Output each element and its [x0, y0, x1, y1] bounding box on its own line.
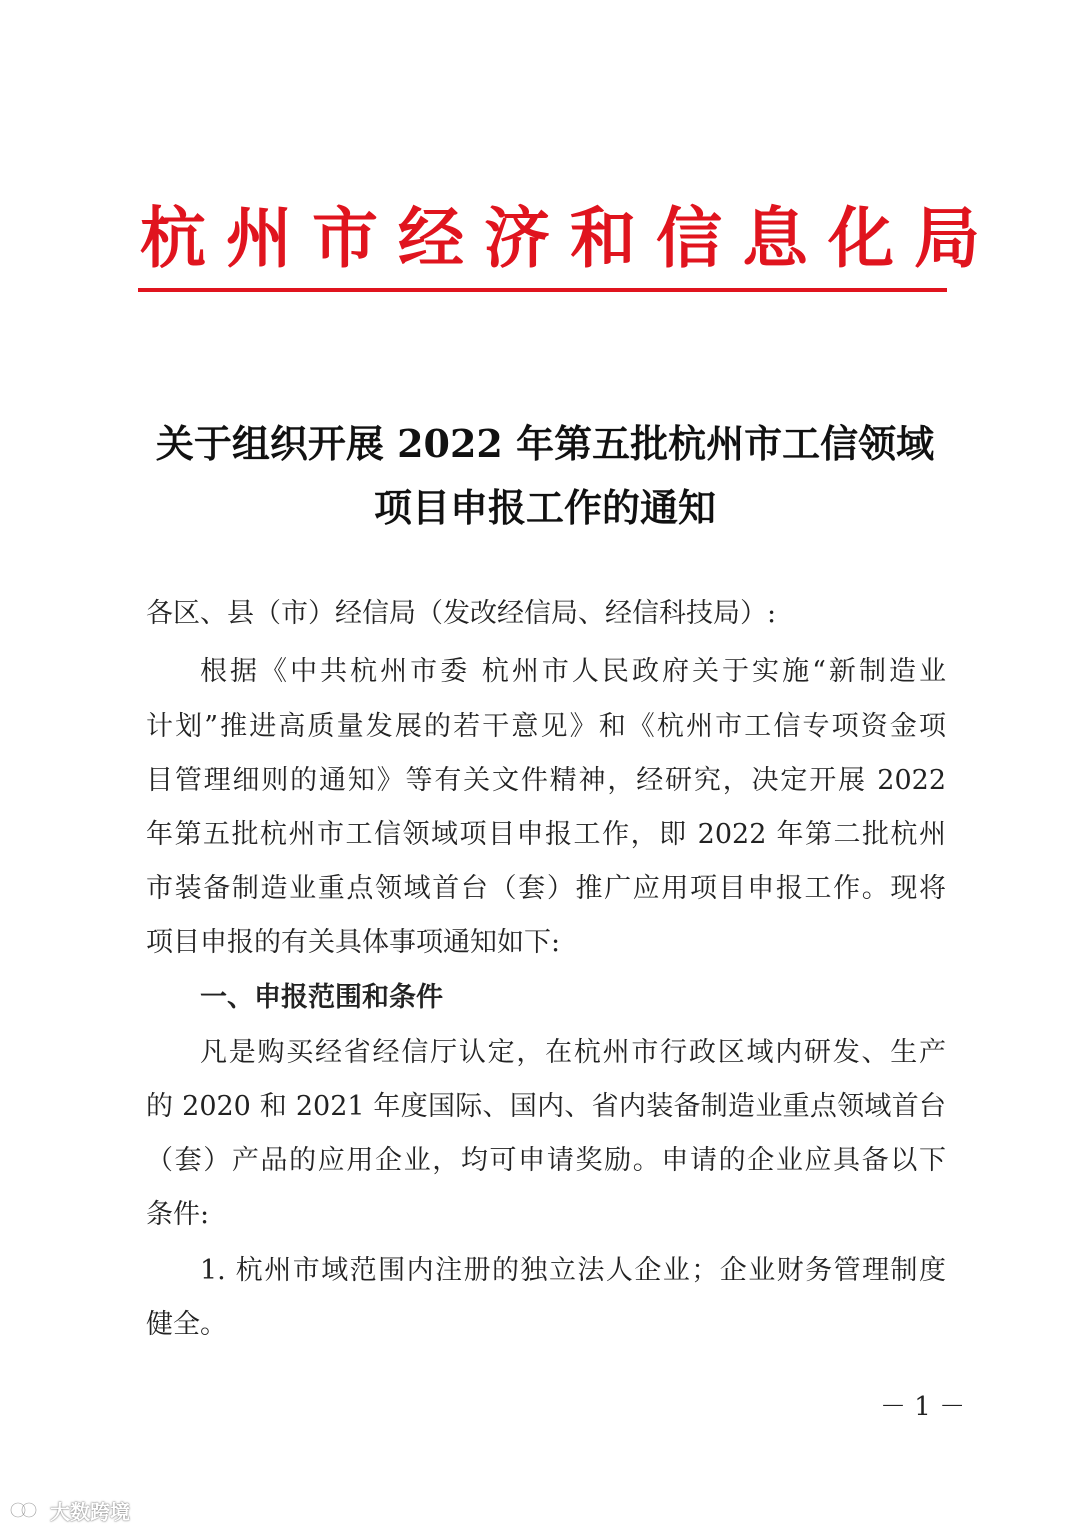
document-title-line-1: 关于组织开展 2022 年第五批杭州市工信领域: [155, 421, 935, 466]
document-title-line-2: 项目申报工作的通知: [373, 485, 716, 530]
addressee-line: 各区、县（市）经信局（发改经信局、经信科技局）:: [146, 598, 777, 629]
body-line: 凡是购买经省经信厅认定，在杭州市行政区域内研发、生产: [200, 1037, 946, 1068]
watermark: [10, 1496, 130, 1524]
watermark-text: 大数跨境: [50, 1499, 130, 1524]
body-line: 目管理细则的通知》等有关文件精神，经研究，决定开展 2022: [146, 765, 946, 796]
body-line: 市装备制造业重点领域首台（套）推广应用项目申报工作。现将: [146, 873, 946, 904]
body-line: （套）产品的应用企业，均可申请奖励。申请的企业应具备以下: [146, 1145, 946, 1176]
list-item-continuation: 健全。: [146, 1309, 227, 1340]
body-line: 根据《中共杭州市委 杭州市人民政府关于实施“新制造业: [200, 656, 946, 687]
body-line: 计划”推进高质量发展的若干意见》和《杭州市工信专项资金项: [146, 711, 946, 742]
body-line: 的 2020 和 2021 年度国际、国内、省内装备制造业重点领域首台: [146, 1091, 946, 1122]
body-line: 项目申报的有关具体事项通知如下:: [146, 927, 561, 958]
page-number: － 1 －: [880, 1392, 966, 1422]
section-heading: 一、申报范围和条件: [200, 982, 443, 1013]
body-line: 条件:: [146, 1199, 210, 1230]
brand-logo-icon: [10, 1499, 44, 1521]
list-item: 1. 杭州市域范围内注册的独立法人企业；企业财务管理制度: [200, 1255, 946, 1286]
body-line: 年第五批杭州市工信领域项目申报工作，即 2022 年第二批杭州: [146, 819, 946, 850]
issuer-header: 杭州市经济和信息化局: [140, 199, 1000, 277]
header-red-rule: [138, 288, 947, 292]
